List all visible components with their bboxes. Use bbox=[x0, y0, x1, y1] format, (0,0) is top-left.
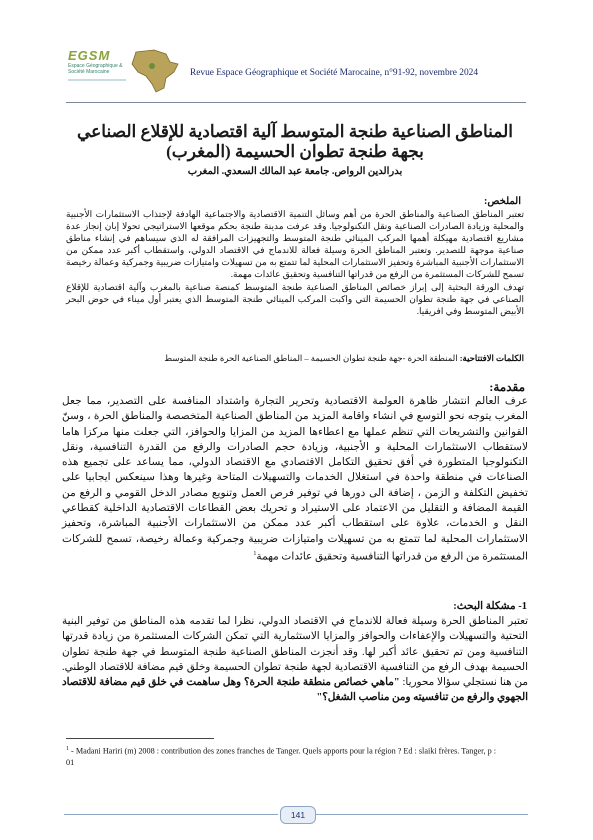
abstract-paragraph-1: تعتبر المناطق الصناعية والمناطق الحرة من أهم وسائل التنمية الاقتصادية والاجتماعية الهادفة لإجتذاب الاستثمارات الأجنبية والمحلية وزيادة الصادرات الصناعية ونقل التكنولوجيا. وقد عرفت مدينة طنجة بحكم موقعها الاستراتيجي تحولا إبان إنجاز عدة مشاريع اقتصادية مهيكلة أهمها المركب المينائي طنجة المتوسط والتجهيزات المرافقة له الذي سيساهم في إنشاء مناطق صناعية موجهة للتصدير. وتعتبر المناطق الحرة وسيلة فعالة للاندماج في الاقتصاد الدولي، واستقطاب أكبر عدد ممكن من الاستثمارات الأجنبية المباشرة وتحفيز الاستثمارات المحلية لما تتمتع به من تسهيلات وامتيازات ضريبية وجمركية وعمالة رخيصة تسمح للشركات المستثمرة من الرفع من قدراتها التنافسية وتحقيق عائدات مهمة. bbox=[66, 209, 524, 280]
keywords bbox=[66, 353, 524, 364]
abstract-paragraph-2: تهدف الورقة البحثية إلى إبراز خصائص المناطق الصناعية طنجة المتوسط كمنصة صناعية بالمغرب وآلية اقتصادية للإقلاع الصناعي في جهة طنجة تطوان الحسيمة التي واكبت المركب المينائي طنجة المتوسط الذي يعتبر أول ميناء في حوض البحر الأبيض المتوسط وفي افريقيا. bbox=[66, 281, 524, 316]
journal-logo bbox=[66, 44, 184, 96]
introduction-body bbox=[62, 394, 528, 565]
article-title bbox=[60, 122, 530, 162]
abstract-heading: الملخص: bbox=[484, 196, 521, 207]
page-number-rule-right bbox=[316, 814, 528, 815]
footnote bbox=[66, 744, 506, 769]
section-1-body bbox=[62, 614, 528, 706]
journal-header bbox=[66, 44, 526, 100]
research-question: "ماهي خصائص منطقة طنجة الحرة؟ وهل ساهمت في خلق قيم مضافة للاقتصاد الجهوي والرفع من تنافسيته ومن مناصب الشغل؟" bbox=[62, 677, 528, 704]
footnote-text: - Madani Hariri (m) 2008 : contribution des zones franches de Tanger. Quels apports pour la région ? Ed : slaiki frères. Tanger, p : 01 bbox=[66, 746, 497, 768]
title-line-1: المناطق الصناعية طنجة المتوسط آلية اقتصادية للإقلاع الصناعي bbox=[76, 122, 514, 141]
section-1-text: تعتبر المناطق الحرة وسيلة فعالة للاندماج في الاقتصاد الدولي، نظرا لما تقدمه هذه المناطق من توفير البنية التحتية والتسهيلات والإعفاءات والحوافز والمزايا الاستثمارية التي تمكن الشركات المستثمرة من زيادة قدرتها التنافسية ومن تم تحقيق عائد أكبر لها. وقد أنجزت المناطق الصناعية طنجة المتوسط في جهة طنجة تطوان الحسيمة بهدف الرفع من التنافسية الاقتصادية لجهة طنجة تطوان الحسيمة وخلق قيم مضافة للاقتصاد الوطني. من هنا نستجلي سؤالا محوريا: bbox=[62, 616, 528, 689]
journal-citation: Revue Espace Géographique et Société Marocaine, n°91-92, novembre 2024 bbox=[190, 68, 479, 78]
introduction-text: عرف العالم انتشار ظاهرة العولمة الاقتصادية وتحرير التجارة واشتداد المنافسة على التصدير، مما جعل المغرب يتوجه نحو التوسع في انشاء واقامة المزيد من المناطق الصناعية المتخصصة والمناطق الحرة ، وسنّ القوانين والتشريعات التي تنظم عملها مع اعطاءها المزيد من المزايا والحوافز، التي جعلت منها مركزا هاما لاستقطاب الاستثمارات المحلية و الأجنبية، وزيادة حجم الصادرات والرفع من القدرة التنافسية، ونقل التكنولوجيا المتطورة في أفق تحقيق التكامل الاقتصادي مع الاقتصاد الدولي، مما يساعد على تجميع هذه الصناعات في منطقة واحدة في استغلال الخدمات والتسهيلات المتاحة وغيرها وهذا سينعكس ايجابيا على تخفيض التكلفة و الزمن ، إضافة الى دورها في توفير فرص العمل وتنويع مصادر الدخل القومي و الرفع من القيمة المضافة و التقليل من الاعتماد على الاستيراد و تحريك بعض القطاعات الاقتصادية الداخلية كقطاعي النقل و الخدمات، علاوة على استقطاب أكبر عدد ممكن من الاستثمارات الأجنبية المباشرة، وتحفيز الاستثمارات المحلية لما تتمتع به من تسهيلات وامتيازات ضريبية وجمركية وعمالة رخيصة، تسمح للشركات المستثمرة من الرفع من قدراتها التنافسية وتحقيق عائدات مهمة bbox=[62, 396, 528, 563]
section-1-heading: 1- مشكلة البحث: bbox=[453, 601, 527, 612]
article-authors: بدرالدين الرواص. جامعة عبد المالك السعدي. المغرب bbox=[187, 166, 403, 177]
header-divider bbox=[66, 102, 526, 103]
logo-acronym: EGSM bbox=[68, 48, 111, 63]
title-line-2: بجهة طنجة تطوان الحسيمة (المغرب) bbox=[166, 142, 424, 161]
footnote-number: 1 bbox=[66, 746, 69, 752]
keywords-list: المنطقة الحرة -جهة طنجة تطوان الحسيمة – المناطق الصناعية الحرة طنجة المتوسط bbox=[164, 353, 458, 363]
abstract-body bbox=[66, 208, 524, 317]
footnote-divider bbox=[66, 738, 214, 739]
footnote-reference[interactable]: 1 bbox=[253, 550, 257, 557]
logo-subtitle: Espace Géographique & Société Marocaine bbox=[68, 63, 123, 75]
keywords-label: الكلمات الافتتاحية: bbox=[459, 353, 524, 363]
page-number: 141 bbox=[280, 806, 316, 824]
page-number-rule-left bbox=[64, 814, 278, 815]
introduction-heading: مقدمة: bbox=[489, 380, 525, 394]
